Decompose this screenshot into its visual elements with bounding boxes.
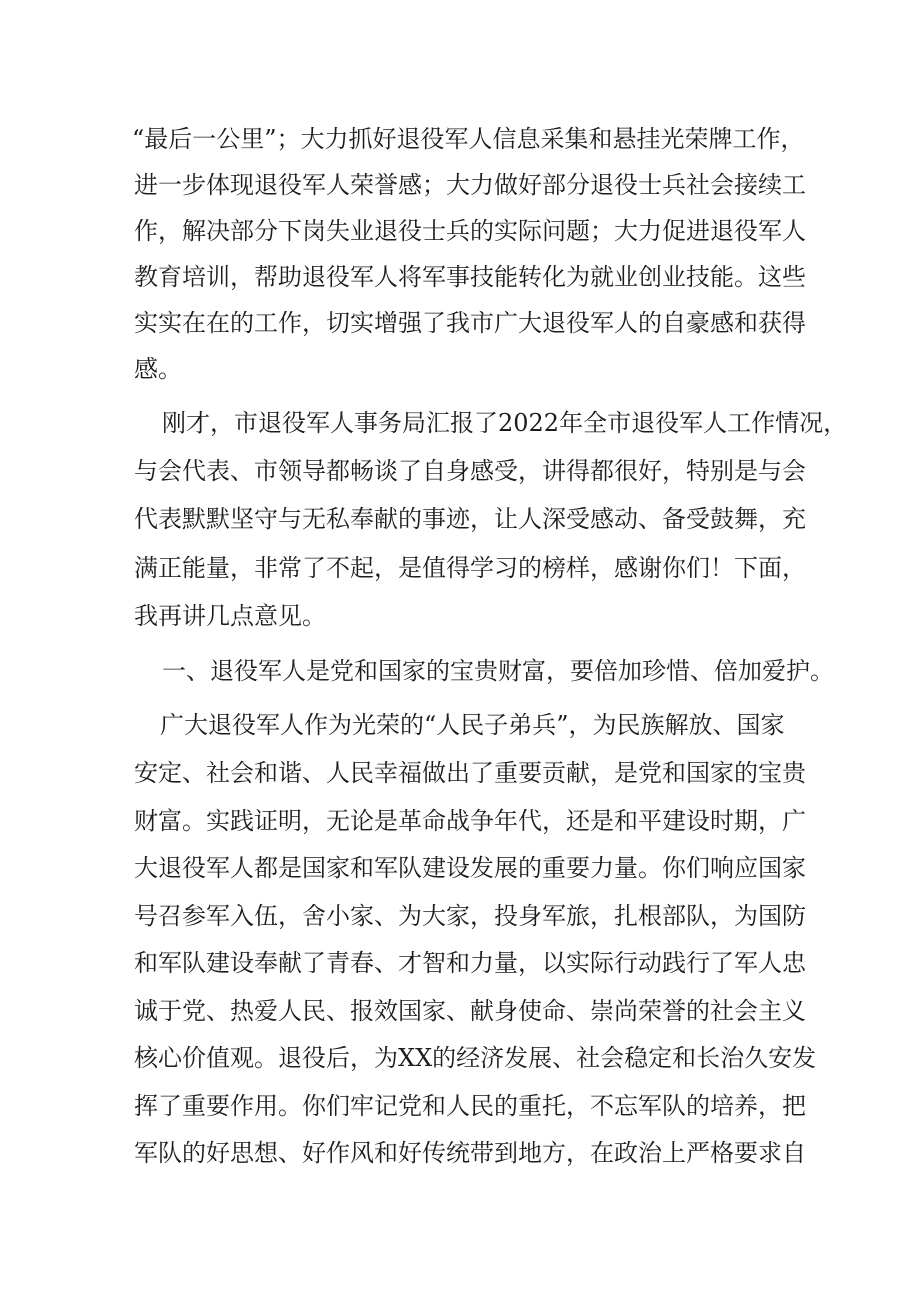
text-line-9: 代表默默坚守与无私奉献的事迹，让人深受感动、备受鼓舞，充 (134, 505, 806, 533)
text-line-5: 实实在在的工作，切实增强了我市广大退役军人的自豪感和获得 (134, 309, 806, 337)
text-line-22: 军队的好思想、好作风和好传统带到地方，在政治上严格要求自 (134, 1139, 806, 1167)
text-line-3: 作，解决部分下岗失业退役士兵的实际问题；大力促进退役军人 (134, 217, 806, 245)
text-line-7: 刚才，市退役军人事务局汇报了2022年全市退役军人工作情况， (162, 409, 848, 437)
text-line-21: 挥了重要作用。你们牢记党和人民的重托，不忘军队的培养，把 (134, 1092, 806, 1120)
text-line-15: 财富。实践证明，无论是革命战争年代，还是和平建设时期，广 (134, 807, 806, 835)
text-line-6: 感。 (134, 355, 182, 383)
text-line-8: 与会代表、市领导都畅谈了自身感受，讲得都很好，特别是与会 (134, 457, 806, 485)
text-line-1: “最后一公里”；大力抓好退役军人信息采集和悬挂光荣牌工作， (132, 125, 805, 153)
text-line-10: 满正能量，非常了不起，是值得学习的榜样，感谢你们！下面， (134, 554, 806, 582)
text-line-20: 核心价值观。退役后，为XX的经济发展、社会稳定和长治久安发 (134, 1044, 817, 1072)
text-line-14: 安定、社会和谐、人民幸福做出了重要贡献，是党和国家的宝贵 (134, 759, 806, 787)
text-line-18: 和军队建设奉献了青春、才智和力量，以实际行动践行了军人忠 (134, 949, 806, 977)
text-line-12: 一、退役军人是党和国家的宝贵财富，要倍加珍惜、倍加爱护。 (162, 657, 834, 685)
text-line-13: 广大退役军人作为光荣的“人民子弟兵”，为民族解放、国家 (160, 711, 785, 739)
text-line-19: 诚于党、热爱人民、报效国家、献身使命、崇尚荣誉的社会主义 (134, 997, 806, 1025)
text-line-4: 教育培训，帮助退役军人将军事技能转化为就业创业技能。这些 (134, 263, 806, 291)
text-line-16: 大退役军人都是国家和军队建设发展的重要力量。你们响应国家 (134, 854, 806, 882)
text-line-11: 我再讲几点意见。 (134, 602, 326, 630)
text-line-2: 进一步体现退役军人荣誉感；大力做好部分退役士兵社会接续工 (134, 171, 806, 199)
text-line-17: 号召参军入伍，舍小家、为大家，投身军旅，扎根部队，为国防 (134, 902, 806, 930)
